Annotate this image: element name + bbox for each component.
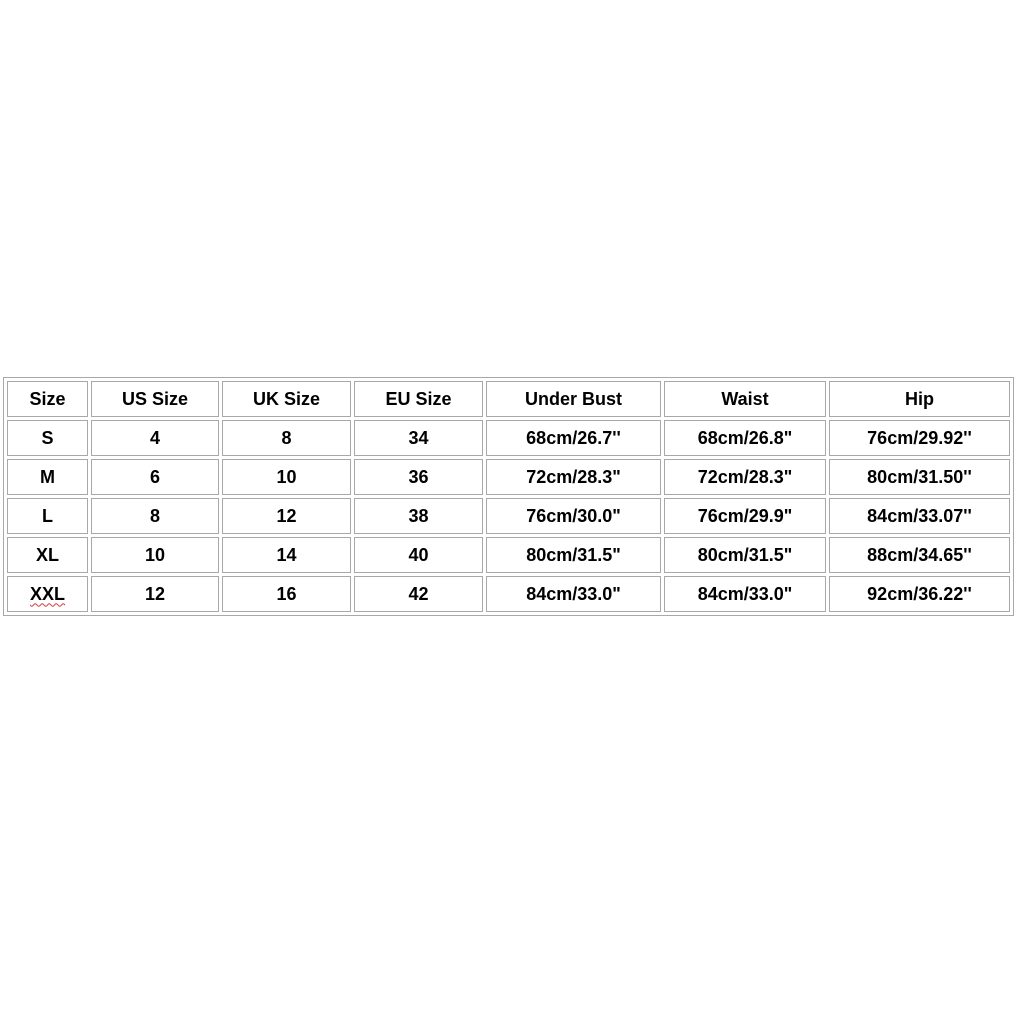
header-under-bust: Under Bust (486, 381, 661, 417)
cell-waist: 68cm/26.8" (664, 420, 826, 456)
header-row (7, 381, 1010, 417)
cell-eu-size: 36 (354, 459, 483, 495)
cell-hip: 92cm/36.22'' (829, 576, 1010, 612)
cell-eu-size: 40 (354, 537, 483, 573)
cell-uk-size: 16 (222, 576, 351, 612)
cell-us-size: 8 (91, 498, 219, 534)
cell-waist: 84cm/33.0" (664, 576, 826, 612)
cell-under-bust: 68cm/26.7'' (486, 420, 661, 456)
cell-us-size: 6 (91, 459, 219, 495)
table-row (7, 420, 1010, 456)
cell-eu-size: 38 (354, 498, 483, 534)
cell-waist: 72cm/28.3" (664, 459, 826, 495)
table-row (7, 498, 1010, 534)
cell-uk-size: 12 (222, 498, 351, 534)
cell-under-bust: 76cm/30.0" (486, 498, 661, 534)
header-uk-size: UK Size (222, 381, 351, 417)
cell-size-text: XXL (29, 583, 65, 604)
cell-under-bust: 80cm/31.5" (486, 537, 661, 573)
cell-size: M (7, 459, 88, 495)
cell-hip: 80cm/31.50'' (829, 459, 1010, 495)
cell-waist: 76cm/29.9" (664, 498, 826, 534)
cell-under-bust: 72cm/28.3" (486, 459, 661, 495)
cell-under-bust: 84cm/33.0" (486, 576, 661, 612)
cell-size (7, 576, 88, 612)
table-row (7, 459, 1010, 495)
header-eu-size: EU Size (354, 381, 483, 417)
table-row (7, 537, 1010, 573)
cell-hip: 76cm/29.92'' (829, 420, 1010, 456)
table-row (7, 576, 1010, 612)
cell-hip: 88cm/34.65'' (829, 537, 1010, 573)
cell-eu-size: 42 (354, 576, 483, 612)
cell-eu-size: 34 (354, 420, 483, 456)
cell-size: XL (7, 537, 88, 573)
cell-hip: 84cm/33.07'' (829, 498, 1010, 534)
cell-us-size: 4 (91, 420, 219, 456)
cell-us-size: 12 (91, 576, 219, 612)
cell-waist: 80cm/31.5" (664, 537, 826, 573)
size-chart-table (3, 377, 1014, 616)
header-size: Size (7, 381, 88, 417)
cell-uk-size: 14 (222, 537, 351, 573)
cell-size: S (7, 420, 88, 456)
cell-us-size: 10 (91, 537, 219, 573)
header-waist: Waist (664, 381, 826, 417)
cell-uk-size: 8 (222, 420, 351, 456)
cell-size: L (7, 498, 88, 534)
cell-uk-size: 10 (222, 459, 351, 495)
header-us-size: US Size (91, 381, 219, 417)
header-hip: Hip (829, 381, 1010, 417)
